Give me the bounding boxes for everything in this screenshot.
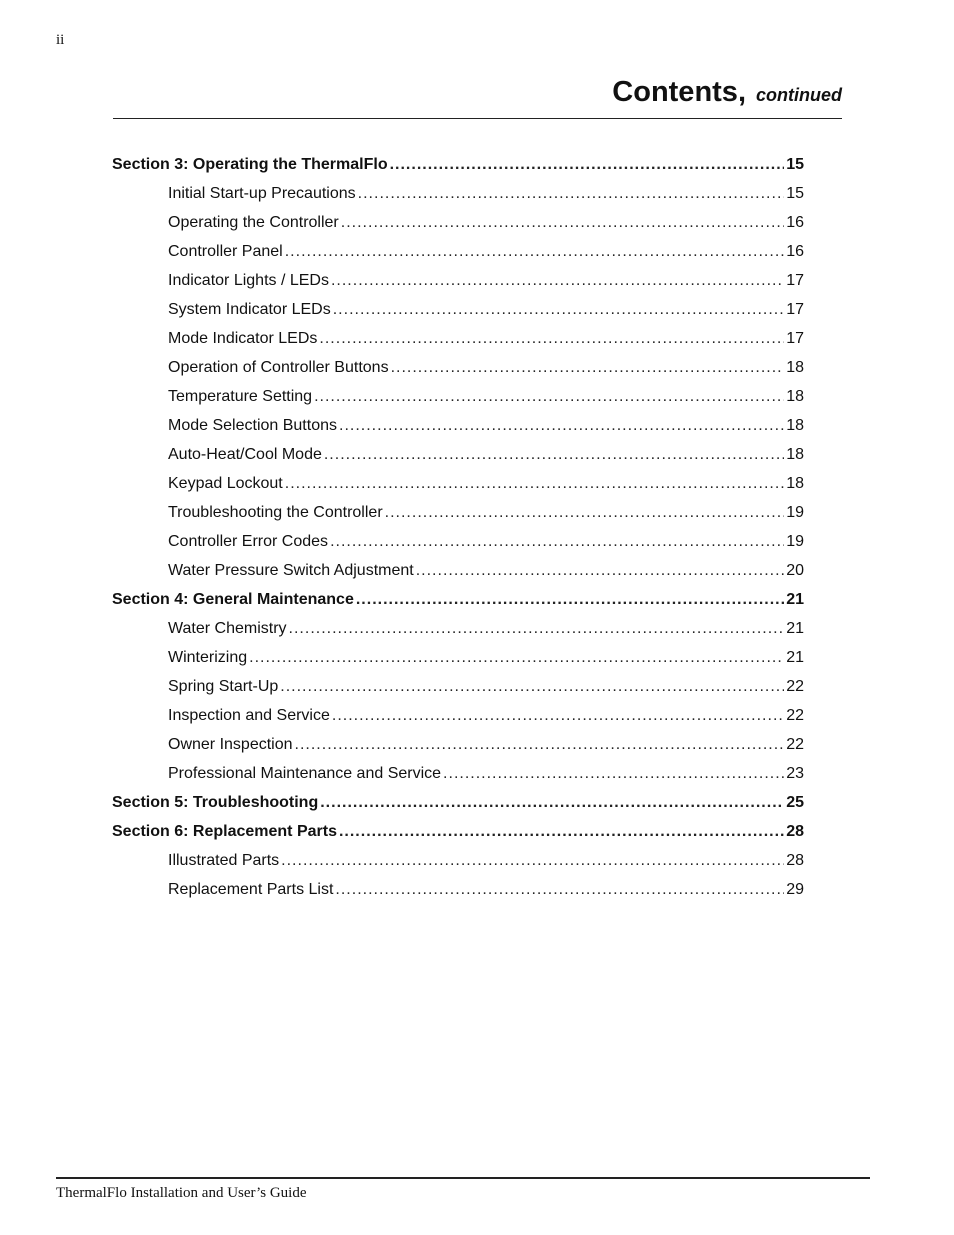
toc-entry-page: 17	[786, 272, 804, 289]
toc-subentry[interactable]	[112, 179, 804, 208]
page-number: ii	[56, 32, 65, 48]
toc-subentry[interactable]	[112, 295, 804, 324]
toc-entry-page: 18	[786, 388, 804, 405]
toc-subentry[interactable]	[112, 875, 804, 904]
toc-entry-page: 20	[786, 562, 804, 579]
toc-subentry[interactable]	[112, 672, 804, 701]
toc-entry-label: Winterizing	[168, 649, 248, 666]
dot-leader	[285, 469, 784, 498]
toc-entry-page: 21	[786, 649, 804, 666]
dot-leader	[341, 208, 784, 237]
dot-leader	[331, 266, 784, 295]
toc-entry-label: Auto-Heat/Cool Mode	[168, 446, 322, 463]
title-main: Contents,	[612, 76, 746, 108]
toc-entry-page: 18	[786, 446, 804, 463]
toc-entry-label: Inspection and Service	[168, 707, 330, 724]
toc-entry-label: Controller Error Codes	[168, 533, 329, 550]
toc-entry-page: 22	[786, 707, 804, 724]
toc-section-entry[interactable]	[112, 585, 804, 614]
toc-subentry[interactable]	[112, 266, 804, 295]
dot-leader	[319, 324, 784, 353]
dot-leader	[281, 846, 784, 875]
toc-entry-page: 19	[786, 533, 804, 550]
page-title	[612, 76, 842, 109]
dot-leader	[335, 875, 784, 904]
dot-leader	[390, 150, 785, 179]
table-of-contents	[112, 150, 804, 904]
toc-entry-label: Spring Start-Up	[168, 678, 279, 695]
toc-entry-page: 25	[786, 794, 804, 811]
toc-entry-page: 29	[786, 881, 804, 898]
title-continued: continued	[756, 85, 842, 105]
toc-subentry[interactable]	[112, 556, 804, 585]
toc-entry-label: Temperature Setting	[168, 388, 313, 405]
toc-entry-page: 28	[786, 823, 804, 840]
toc-entry-label: Professional Maintenance and Service	[168, 765, 442, 782]
footer-title: ThermalFlo Installation and User’s Guide	[56, 1185, 307, 1201]
dot-leader	[356, 585, 784, 614]
toc-entry-label: Section 6: Replacement Parts	[112, 823, 337, 840]
dot-leader	[280, 672, 784, 701]
toc-subentry[interactable]	[112, 730, 804, 759]
dot-leader	[358, 179, 785, 208]
dot-leader	[332, 701, 784, 730]
toc-entry-label: System Indicator LEDs	[168, 301, 331, 318]
toc-entry-label: Section 5: Troubleshooting	[112, 794, 319, 811]
toc-entry-label: Section 4: General Maintenance	[112, 591, 354, 608]
toc-entry-label: Water Pressure Switch Adjustment	[168, 562, 414, 579]
dot-leader	[289, 614, 785, 643]
toc-subentry[interactable]	[112, 237, 804, 266]
toc-entry-page: 15	[786, 185, 804, 202]
toc-entry-label: Water Chemistry	[168, 620, 287, 637]
toc-subentry[interactable]	[112, 498, 804, 527]
toc-entry-page: 22	[786, 736, 804, 753]
toc-section-entry[interactable]	[112, 788, 804, 817]
toc-subentry[interactable]	[112, 382, 804, 411]
dot-leader	[333, 295, 784, 324]
toc-subentry[interactable]	[112, 527, 804, 556]
toc-section-entry[interactable]	[112, 817, 804, 846]
dot-leader	[391, 353, 785, 382]
toc-entry-page: 16	[786, 214, 804, 231]
toc-entry-page: 18	[786, 417, 804, 434]
dot-leader	[249, 643, 784, 672]
toc-entry-page: 17	[786, 330, 804, 347]
toc-entry-page: 19	[786, 504, 804, 521]
toc-entry-label: Operating the Controller	[168, 214, 339, 231]
toc-entry-page: 15	[786, 156, 804, 173]
toc-entry-label: Initial Start-up Precautions	[168, 185, 356, 202]
dot-leader	[330, 527, 784, 556]
dot-leader	[314, 382, 784, 411]
toc-entry-page: 18	[786, 475, 804, 492]
toc-entry-label: Indicator Lights / LEDs	[168, 272, 329, 289]
dot-leader	[295, 730, 785, 759]
dot-leader	[385, 498, 785, 527]
dot-leader	[320, 788, 784, 817]
toc-subentry[interactable]	[112, 208, 804, 237]
toc-entry-label: Mode Indicator LEDs	[168, 330, 318, 347]
toc-subentry[interactable]	[112, 469, 804, 498]
toc-entry-page: 23	[786, 765, 804, 782]
toc-subentry[interactable]	[112, 701, 804, 730]
toc-entry-page: 22	[786, 678, 804, 695]
toc-subentry[interactable]	[112, 440, 804, 469]
toc-entry-page: 28	[786, 852, 804, 869]
toc-entry-label: Operation of Controller Buttons	[168, 359, 389, 376]
toc-subentry[interactable]	[112, 759, 804, 788]
toc-subentry[interactable]	[112, 353, 804, 382]
footer-divider	[56, 1177, 870, 1179]
toc-subentry[interactable]	[112, 614, 804, 643]
toc-entry-label: Replacement Parts List	[168, 881, 334, 898]
dot-leader	[285, 237, 784, 266]
toc-entry-label: Controller Panel	[168, 243, 283, 260]
dot-leader	[416, 556, 784, 585]
toc-entry-page: 18	[786, 359, 804, 376]
toc-entry-label: Owner Inspection	[168, 736, 293, 753]
toc-entry-page: 21	[786, 620, 804, 637]
toc-entry-page: 21	[786, 591, 804, 608]
toc-section-entry[interactable]	[112, 150, 804, 179]
toc-subentry[interactable]	[112, 846, 804, 875]
toc-entry-label: Mode Selection Buttons	[168, 417, 337, 434]
dot-leader	[443, 759, 784, 788]
title-divider	[113, 118, 842, 119]
dot-leader	[324, 440, 784, 469]
dot-leader	[339, 411, 784, 440]
toc-entry-label: Illustrated Parts	[168, 852, 280, 869]
toc-entry-label: Troubleshooting the Controller	[168, 504, 383, 521]
toc-entry-label: Section 3: Operating the ThermalFlo	[112, 156, 388, 173]
toc-entry-label: Keypad Lockout	[168, 475, 283, 492]
toc-entry-page: 17	[786, 301, 804, 318]
toc-subentry[interactable]	[112, 324, 804, 353]
dot-leader	[339, 817, 784, 846]
toc-subentry[interactable]	[112, 643, 804, 672]
toc-entry-page: 16	[786, 243, 804, 260]
toc-subentry[interactable]	[112, 411, 804, 440]
